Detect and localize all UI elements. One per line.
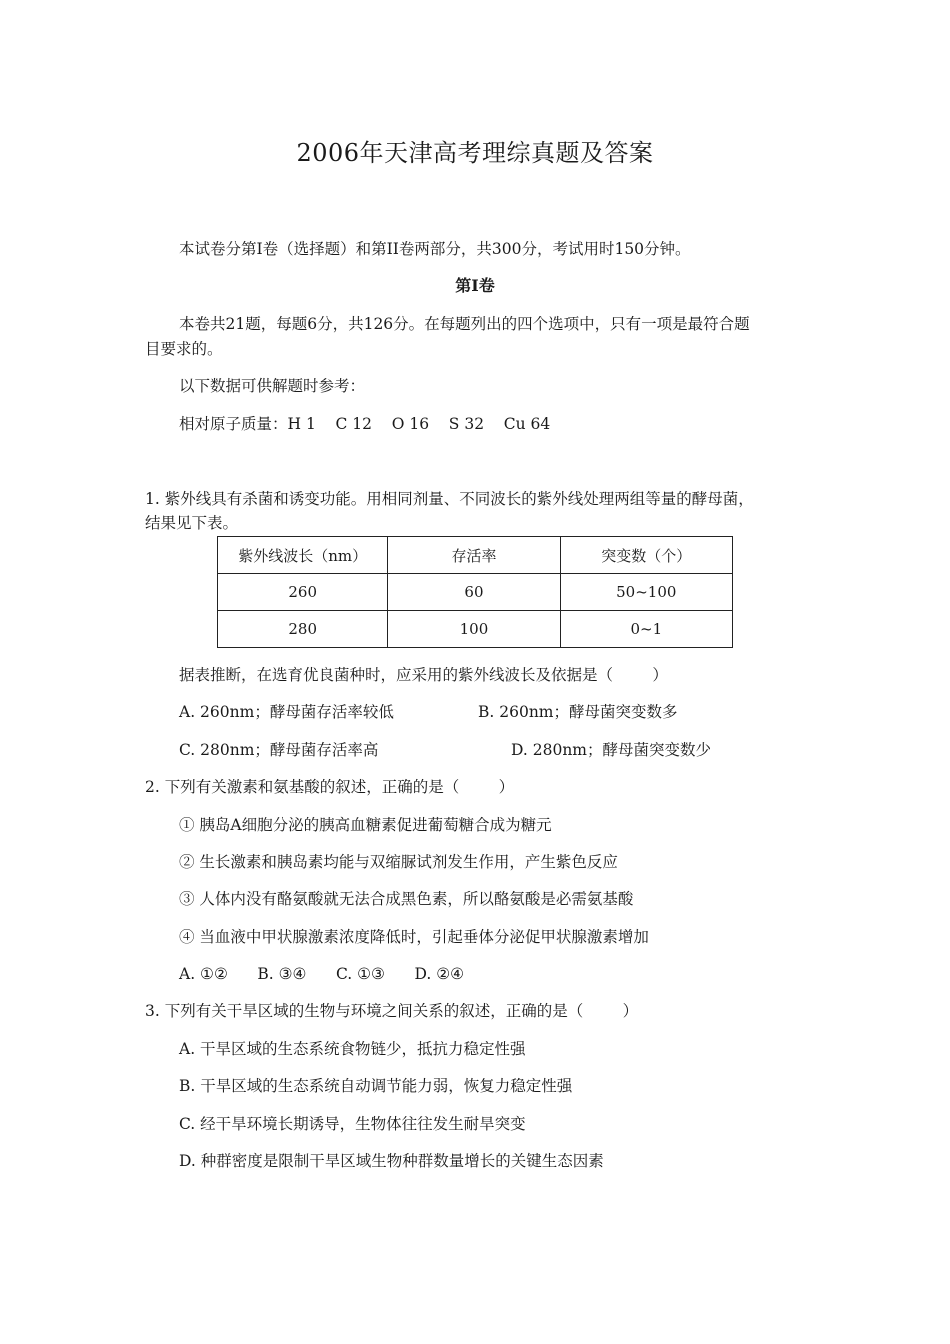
q1-stem-line2: 结果见下表。 [145,514,239,532]
q3-option-b: B. 干旱区域的生态系统自动调节能力弱，恢复力稳定性强 [179,1077,573,1095]
q2-statement-4: ④ 当血液中甲状腺激素浓度降低时，引起垂体分泌促甲状腺激素增加 [179,928,649,946]
q3-option-a: A. 干旱区域的生态系统食物链少，抵抗力稳定性强 [179,1040,526,1058]
q1-option-d: D. 280nm；酵母菌突变数少 [511,741,711,759]
atomic-mass-line: 相对原子质量：H 1 C 12 O 16 S 32 Cu 64 [179,415,551,433]
q2-statement-3: ③ 人体内没有酪氨酸就无法合成黑色素，所以酪氨酸是必需氨基酸 [179,890,634,908]
q3-stem: 3. 下列有关干旱区域的生物与环境之间关系的叙述，正确的是（ ） [145,1002,639,1020]
q2-statement-2: ② 生长激素和胰岛素均能与双缩脲试剂发生作用，产生紫色反应 [179,853,618,871]
page-title: 2006年天津高考理综真题及答案 [296,139,654,167]
table-row [218,574,733,611]
q1-option-a: A. 260nm；酵母菌存活率较低 [179,703,394,721]
table-cell: 0~1 [560,611,732,648]
table-cell: 50~100 [560,574,732,611]
q3-option-c: C. 经干旱环境长期诱导，生物体往往发生耐旱突变 [179,1115,526,1133]
q3-option-d: D. 种群密度是限制干旱区域生物种群数量增长的关键生态因素 [179,1152,604,1170]
table-cell: 60 [388,574,560,611]
part1-description-line2: 目要求的。 [145,340,223,358]
part1-heading: 第I卷 [455,276,495,295]
table-header-cell: 突变数（个） [560,537,732,574]
q1-stem-line1: 1. 紫外线具有杀菌和诱变功能。用相同剂量、不同波长的紫外线处理两组等量的酵母菌， [145,490,754,508]
q2-options: A. ①② B. ③④ C. ①③ D. ②④ [179,965,465,983]
q2-stem: 2. 下列有关激素和氨基酸的叙述，正确的是（ ） [145,778,515,796]
table-header-cell: 存活率 [388,537,560,574]
table-header-row [218,537,733,574]
part1-description-line1: 本卷共21题，每题6分，共126分。在每题列出的四个选项中，只有一项是最符合题 [179,315,750,333]
exam-intro: 本试卷分第I卷（选择题）和第II卷两部分，共300分，考试用时150分钟。 [179,240,691,258]
table-cell: 100 [388,611,560,648]
q2-statement-1: ① 胰岛A细胞分泌的胰高血糖素促进葡萄糖合成为糖元 [179,816,552,834]
table-header-cell: 紫外线波长（nm） [218,537,388,574]
q1-option-c: C. 280nm；酵母菌存活率高 [179,741,379,759]
table-cell: 260 [218,574,388,611]
q1-option-b: B. 260nm；酵母菌突变数多 [478,703,678,721]
q1-results-table [217,536,733,648]
q1-question: 据表推断，在选育优良菌种时，应采用的紫外线波长及依据是（ ） [179,666,668,684]
table-row [218,611,733,648]
reference-note: 以下数据可供解题时参考： [179,377,366,395]
table-cell: 280 [218,611,388,648]
